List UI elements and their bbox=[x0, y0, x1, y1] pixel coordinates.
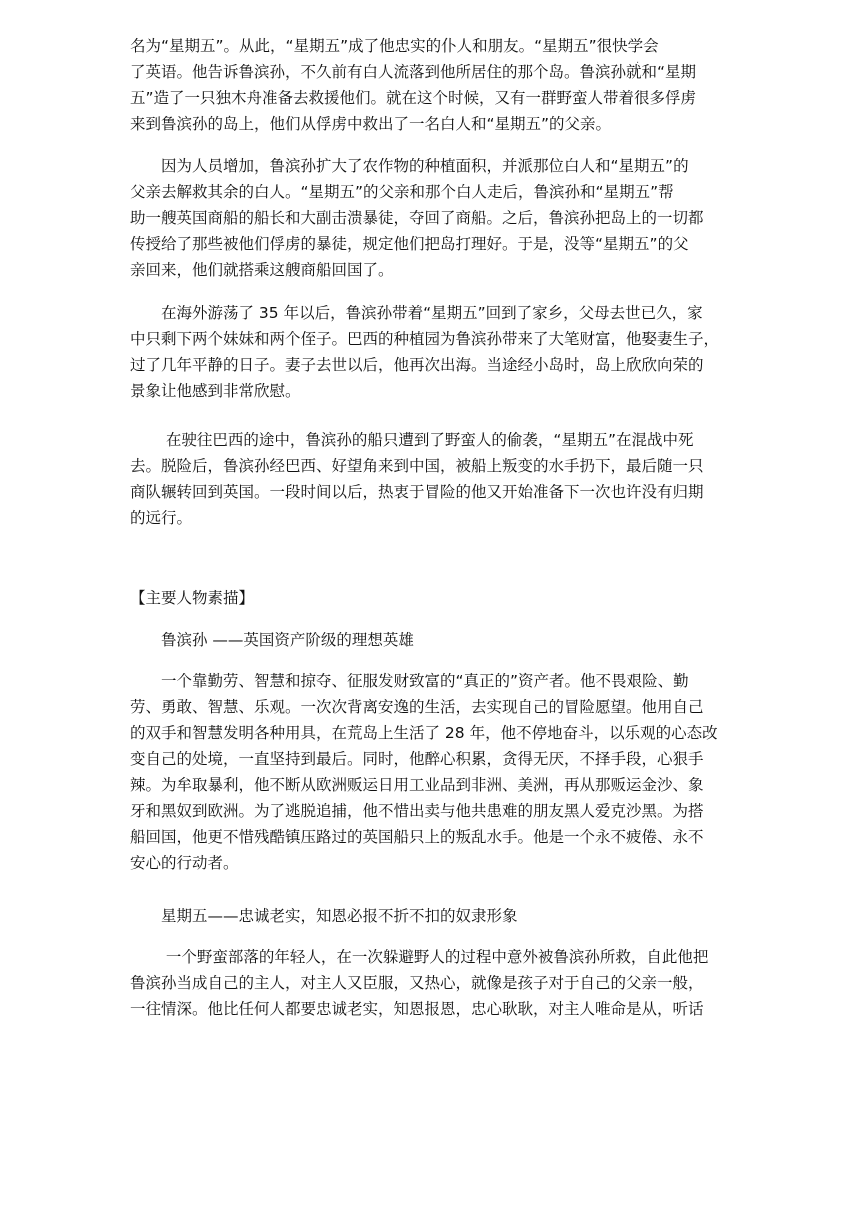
character-description-robinson bbox=[130, 668, 730, 876]
text-line: 辣。为牟取暴利，他不断从欧洲贩运日用工业品到非洲、美洲，再从那贩运金沙、象 bbox=[130, 776, 704, 794]
text-line: 了英语。他告诉鲁滨孙，不久前有白人流落到他所居住的那个岛。鲁滨孙就和“星期 bbox=[130, 63, 697, 81]
text-line: 父亲去解救其余的白人。“星期五”的父亲和那个白人走后，鲁滨孙和“星期五”帮 bbox=[130, 183, 674, 201]
text-line: 一个靠勤劳、智慧和掠夺、征服发财致富的“真正的”资产者。他不畏艰险、勤 bbox=[130, 672, 689, 690]
text-line: 去。脱险后，鲁滨孙经巴西、好望角来到中国，被船上叛变的水手扔下，最后随一只 bbox=[130, 457, 704, 475]
character-heading-robinson: 鲁滨孙 ——英国资产阶级的理想英雄 bbox=[161, 631, 414, 649]
text-line: 过了几年平静的日子。妻子去世以后，他再次出海。当途经小岛时，岛上欣欣向荣的 bbox=[130, 356, 704, 374]
text-line: 五”造了一只独木舟准备去救援他们。就在这个时候，又有一群野蛮人带着很多俘虏 bbox=[130, 89, 697, 107]
paragraph-1 bbox=[130, 33, 730, 137]
text-line: 在海外游荡了 35 年以后，鲁滨孙带着“星期五”回到了家乡，父母去世已久，家 bbox=[130, 304, 703, 322]
header-mark: . bbox=[636, 55, 640, 66]
text-line: 鲁滨孙当成自己的主人，对主人又臣服，又热心，就像是孩子对于自己的父亲一般， bbox=[130, 974, 704, 992]
text-line: 的双手和智慧发明各种用具，在荒岛上生活了 28 年，他不停地奋斗，以乐观的心态改 bbox=[130, 724, 718, 742]
character-description-friday bbox=[130, 944, 730, 1022]
text-line: 劳、勇敢、智慧、乐观。一次次背离安逸的生活，去实现自己的冒险愿望。他用自己 bbox=[130, 698, 704, 716]
text-line: 中只剩下两个妹妹和两个侄子。巴西的种植园为鲁滨孙带来了大笔财富，他娶妻生子， bbox=[130, 330, 720, 348]
text-line: 亲回来，他们就搭乘这艘商船回国了。 bbox=[130, 261, 394, 279]
text-line: 的远行。 bbox=[130, 509, 193, 527]
character-heading-friday: 星期五——忠诚老实，知恩必报不折不扣的奴隶形象 bbox=[161, 907, 518, 925]
text-line: 安心的行动者。 bbox=[130, 854, 239, 872]
text-line: 名为“星期五”。从此，“星期五”成了他忠实的仆人和朋友。“星期五”很快学会 bbox=[130, 37, 659, 55]
section-title: 【主要人物素描】 bbox=[130, 589, 255, 607]
text-line: 来到鲁滨孙的岛上，他们从俘虏中救出了一名白人和“星期五”的父亲。 bbox=[130, 115, 612, 133]
text-line: 传授给了那些被他们俘虏的暴徒，规定他们把岛打理好。于是，没等“星期五”的父 bbox=[130, 235, 689, 253]
text-line: 一个野蛮部落的年轻人，在一次躲避野人的过程中意外被鲁滨孙所救，自此他把 bbox=[130, 948, 709, 966]
text-line: 因为人员增加，鲁滨孙扩大了农作物的种植面积，并派那位白人和“星期五”的 bbox=[130, 157, 689, 175]
text-line: 助一艘英国商船的船长和大副击溃暴徒，夺回了商船。之后，鲁滨孙把岛上的一切都 bbox=[130, 209, 704, 227]
text-line: 船回国，他更不惜残酷镇压路过的英国船只上的叛乱水手。他是一个永不疲倦、永不 bbox=[130, 828, 704, 846]
text-line: 商队辗转回到英国。一段时间以后，热衷于冒险的他又开始准备下一次也许没有归期 bbox=[130, 483, 704, 501]
text-line: 牙和黑奴到欧洲。为了逃脱追捕，他不惜出卖与他共患难的朋友黑人爱克沙黑。为搭 bbox=[130, 802, 704, 820]
text-line: 在驶往巴西的途中，鲁滨孙的船只遭到了野蛮人的偷袭，“星期五”在混战中死 bbox=[130, 431, 694, 449]
text-line: 景象让他感到非常欣慰。 bbox=[130, 382, 301, 400]
paragraph-3 bbox=[130, 300, 730, 404]
paragraph-4 bbox=[130, 427, 730, 531]
text-line: 一往情深。他比任何人都要忠诚老实，知恩报恩，忠心耿耿，对主人唯命是从，听话 bbox=[130, 1000, 704, 1018]
text-line: 变自己的处境，一直坚持到最后。同时，他醉心积累，贪得无厌，不择手段，心狠手 bbox=[130, 750, 704, 768]
paragraph-2 bbox=[130, 153, 730, 283]
